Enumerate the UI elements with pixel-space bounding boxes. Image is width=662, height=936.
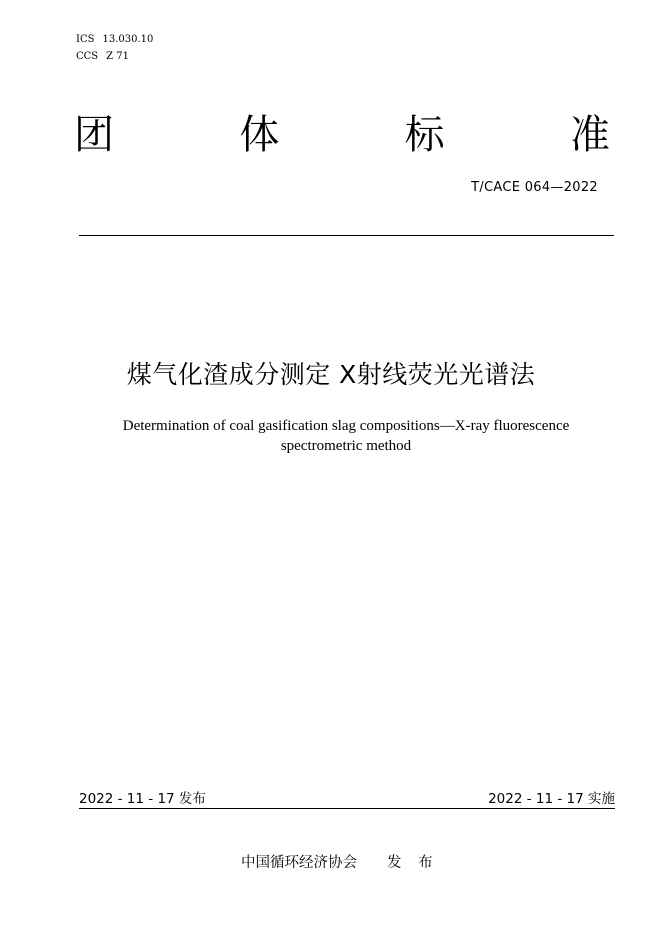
standard-type-char: 标 [404,112,445,158]
title-english-line: spectrometric method [280,438,412,454]
publisher-action: 发 布 [387,855,439,871]
ics-row [76,31,153,48]
standard-type-heading [74,110,610,160]
standard-type-char: 团 [74,112,114,158]
standard-number: T/CACE 064—2022 [471,180,598,195]
issue-date: 2022 - 11 - 17 发布 [79,791,206,807]
header-divider [79,235,614,236]
ics-label: ICS [76,34,95,45]
standard-type-char: 准 [569,112,610,158]
title-english-line: Determination of coal gasification slag compositions—X-ray fluorescence [122,418,570,434]
ccs-label: CCS [76,51,99,62]
standard-type-char: 体 [239,112,280,158]
classification-codes [76,31,153,65]
title-chinese: 煤气化渣成分测定 X射线荧光光谱法 [126,360,536,389]
ccs-code: Z 71 [106,51,130,62]
publisher-name: 中国循环经济协会 [241,855,357,871]
footer-divider [79,808,615,809]
title-english [100,416,592,456]
dates-row [79,789,615,809]
ics-code: 13.030.10 [102,34,154,45]
publisher-line [241,853,439,873]
implementation-date: 2022 - 11 - 17 实施 [488,791,615,807]
ccs-row [76,48,153,65]
